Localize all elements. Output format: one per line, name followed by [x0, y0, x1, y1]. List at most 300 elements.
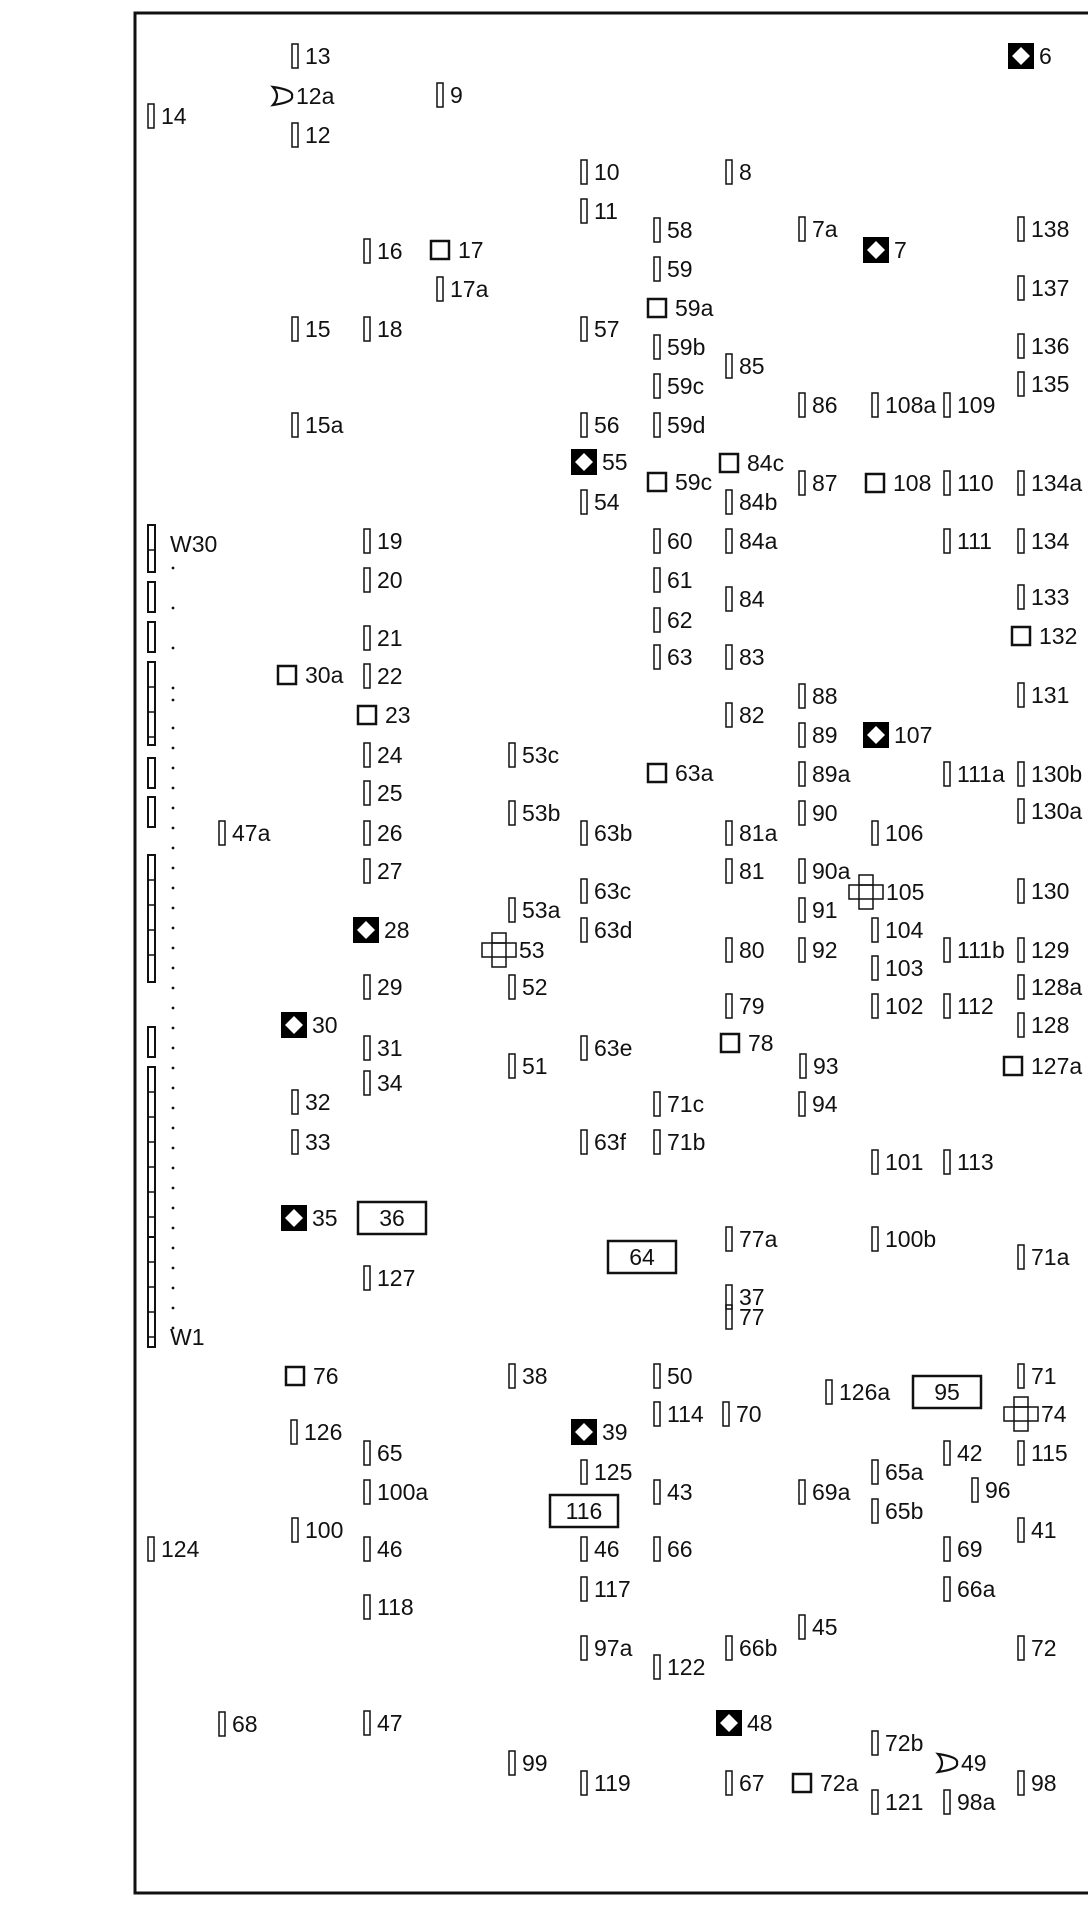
narrow-rectangle-icon — [872, 1227, 878, 1251]
marker-label: 39 — [602, 1419, 628, 1445]
marker-label: 63e — [594, 1035, 633, 1061]
marker-98 — [1018, 1770, 1057, 1796]
marker-label: 52 — [522, 974, 548, 1000]
marker-label: 53b — [522, 800, 561, 826]
marker-label: 126 — [304, 1419, 343, 1445]
marker-label: 31 — [377, 1035, 403, 1061]
marker-label: 104 — [885, 917, 924, 943]
narrow-rectangle-icon — [944, 529, 950, 553]
marker-15a — [292, 412, 344, 438]
narrow-rectangle-icon — [364, 1441, 370, 1465]
narrow-rectangle-icon — [581, 1130, 587, 1154]
marker-label: 26 — [377, 820, 403, 846]
marker-label: 80 — [739, 937, 765, 963]
narrow-rectangle-icon — [1018, 1364, 1024, 1388]
marker-19 — [364, 528, 403, 554]
marker-132 — [1012, 623, 1077, 649]
marker-10 — [581, 159, 620, 185]
marker-label: 63b — [594, 820, 633, 846]
marker-102 — [872, 993, 923, 1019]
marker-89a — [799, 761, 851, 787]
narrow-rectangle-icon — [1018, 372, 1024, 396]
marker-label: 98 — [1031, 1770, 1057, 1796]
marker-label: 53 — [519, 937, 545, 963]
marker-label: 59c — [675, 469, 713, 495]
marker-53 — [482, 933, 545, 967]
cross-icon — [482, 933, 516, 967]
marker-label: 46 — [377, 1536, 403, 1562]
arrowhead-icon — [938, 1754, 957, 1772]
marker-33 — [292, 1129, 331, 1155]
marker-label: 54 — [594, 489, 620, 515]
marker-label: 98a — [957, 1789, 996, 1815]
marker-97a — [581, 1635, 633, 1661]
marker-label: 125 — [594, 1459, 633, 1485]
marker-label: 71c — [667, 1091, 705, 1117]
marker-label: 53c — [522, 742, 560, 768]
marker-label: 118 — [377, 1594, 414, 1620]
marker-65 — [364, 1440, 403, 1466]
marker-label: 12a — [296, 83, 335, 109]
marker-79 — [726, 993, 765, 1019]
narrow-rectangle-icon — [581, 413, 587, 437]
square-icon — [1004, 1057, 1022, 1075]
narrow-rectangle-icon — [581, 1577, 587, 1601]
narrow-rectangle-icon — [872, 1499, 878, 1523]
marker-layer — [148, 43, 1082, 1815]
marker-label: 135 — [1031, 371, 1070, 397]
narrow-rectangle-icon — [292, 44, 298, 68]
narrow-rectangle-icon — [944, 762, 950, 786]
marker-45 — [799, 1614, 838, 1640]
marker-label: 63 — [667, 644, 693, 670]
narrow-rectangle-icon — [654, 1537, 660, 1561]
marker-53c — [509, 742, 559, 768]
marker-105 — [849, 875, 924, 909]
marker-label: 114 — [667, 1401, 704, 1427]
marker-label: 61 — [667, 567, 693, 593]
marker-label: 63f — [594, 1129, 626, 1155]
marker-label: 72b — [885, 1730, 924, 1756]
narrow-rectangle-icon — [800, 1054, 806, 1078]
narrow-rectangle-icon — [509, 898, 515, 922]
marker-94 — [799, 1091, 838, 1117]
narrow-rectangle-icon — [581, 317, 587, 341]
marker-126a — [826, 1379, 890, 1405]
marker-label: 70 — [736, 1401, 762, 1427]
marker-115 — [1018, 1440, 1068, 1466]
marker-128 — [1018, 1012, 1069, 1038]
marker-39 — [571, 1419, 628, 1445]
narrow-rectangle-icon — [944, 471, 950, 495]
marker-76 — [286, 1363, 339, 1389]
marker-label: 96 — [985, 1477, 1011, 1503]
narrow-rectangle-icon — [291, 1420, 297, 1444]
marker-label: 99 — [522, 1750, 548, 1776]
narrow-rectangle-icon — [1018, 276, 1024, 300]
narrow-rectangle-icon — [872, 1460, 878, 1484]
marker-12 — [292, 122, 331, 148]
marker-63 — [654, 644, 693, 670]
narrow-rectangle-icon — [364, 664, 370, 688]
narrow-rectangle-icon — [726, 1636, 732, 1660]
narrow-rectangle-icon — [437, 277, 443, 301]
marker-17 — [431, 237, 484, 263]
marker-label: 12 — [305, 122, 331, 148]
marker-138 — [1018, 216, 1069, 242]
narrow-rectangle-icon — [872, 1731, 878, 1755]
marker-label: 43 — [667, 1479, 693, 1505]
square-icon — [793, 1774, 811, 1792]
narrow-rectangle-icon — [799, 762, 805, 786]
marker-30 — [281, 1012, 338, 1038]
narrow-rectangle-icon — [944, 1537, 950, 1561]
marker-label: 79 — [739, 993, 765, 1019]
marker-90 — [799, 800, 838, 826]
marker-48 — [716, 1710, 773, 1736]
black-diamond-icon — [353, 917, 379, 943]
marker-label: 89 — [812, 722, 838, 748]
marker-46 — [581, 1536, 620, 1562]
marker-58 — [654, 217, 693, 243]
square-icon — [431, 241, 449, 259]
marker-label: 102 — [885, 993, 924, 1019]
narrow-rectangle-icon — [1018, 799, 1024, 823]
marker-label: 84c — [747, 450, 785, 476]
marker-119 — [581, 1770, 631, 1796]
narrow-rectangle-icon — [364, 1595, 370, 1619]
marker-72 — [1018, 1635, 1057, 1661]
narrow-rectangle-icon — [364, 1266, 370, 1290]
marker-label: 103 — [885, 955, 924, 981]
marker-label: 113 — [957, 1149, 994, 1175]
marker-100a — [364, 1479, 428, 1505]
marker-label: 100 — [305, 1517, 344, 1543]
marker-label: 68 — [232, 1711, 258, 1737]
marker-label: 19 — [377, 528, 403, 554]
marker-label: 100b — [885, 1226, 937, 1252]
marker-label: 59d — [667, 412, 706, 438]
narrow-rectangle-icon — [581, 1460, 587, 1484]
marker-51 — [509, 1053, 548, 1079]
marker-111 — [944, 528, 992, 554]
marker-label: 9 — [450, 82, 463, 108]
marker-69 — [944, 1536, 983, 1562]
marker-label: 22 — [377, 663, 403, 689]
marker-label: 127a — [1031, 1053, 1083, 1079]
marker-label: 71 — [1031, 1363, 1057, 1389]
narrow-rectangle-icon — [944, 938, 950, 962]
narrow-rectangle-icon — [726, 490, 732, 514]
square-icon — [1012, 627, 1030, 645]
marker-41 — [1018, 1517, 1057, 1543]
marker-label: 72a — [820, 1770, 859, 1796]
marker-25 — [364, 780, 403, 806]
narrow-rectangle-icon — [726, 938, 732, 962]
square-icon — [721, 1034, 739, 1052]
marker-label: 7 — [894, 237, 907, 263]
marker-label: 132 — [1039, 623, 1078, 649]
marker-129 — [1018, 937, 1069, 963]
narrow-rectangle-icon — [654, 1130, 660, 1154]
narrow-rectangle-icon — [1018, 1245, 1024, 1269]
square-icon — [358, 706, 376, 724]
marker-label: 37 — [739, 1284, 765, 1310]
narrow-rectangle-icon — [509, 975, 515, 999]
marker-label: 67 — [739, 1770, 765, 1796]
marker-label: 100a — [377, 1479, 429, 1505]
marker-71b — [654, 1129, 705, 1155]
marker-49 — [938, 1750, 987, 1776]
marker-21 — [364, 625, 403, 651]
narrow-rectangle-icon — [799, 217, 805, 241]
narrow-rectangle-icon — [1018, 762, 1024, 786]
marker-label: 7a — [812, 216, 838, 242]
narrow-rectangle-icon — [723, 1402, 729, 1426]
marker-103 — [872, 955, 923, 981]
narrow-rectangle-icon — [726, 587, 732, 611]
narrow-rectangle-icon — [726, 645, 732, 669]
marker-label: 121 — [885, 1789, 924, 1815]
marker-label: 17 — [458, 237, 484, 263]
marker-108 — [866, 470, 931, 496]
marker-label: 124 — [161, 1536, 200, 1562]
marker-label: 81a — [739, 820, 778, 846]
marker-22 — [364, 663, 403, 689]
narrow-rectangle-icon — [581, 199, 587, 223]
marker-label: 82 — [739, 702, 765, 728]
square-icon — [648, 473, 666, 491]
marker-label: 6 — [1039, 43, 1052, 69]
marker-72b — [872, 1730, 923, 1756]
marker-label: 101 — [885, 1149, 924, 1175]
marker-72a — [793, 1770, 859, 1796]
marker-111b — [944, 937, 1005, 963]
marker-label: 81 — [739, 858, 765, 884]
marker-label: 10 — [594, 159, 620, 185]
narrow-rectangle-icon — [292, 1518, 298, 1542]
marker-59a — [648, 295, 714, 321]
narrow-rectangle-icon — [292, 1130, 298, 1154]
marker-label: 105 — [886, 879, 925, 905]
narrow-rectangle-icon — [581, 1771, 587, 1795]
marker-71 — [1018, 1363, 1057, 1389]
marker-label: 35 — [312, 1205, 338, 1231]
narrow-rectangle-icon — [1018, 1441, 1024, 1465]
narrow-rectangle-icon — [944, 1150, 950, 1174]
marker-71c — [654, 1091, 704, 1117]
narrow-rectangle-icon — [1018, 1636, 1024, 1660]
marker-98a — [944, 1789, 996, 1815]
marker-label: 34 — [377, 1070, 403, 1096]
marker-label: 94 — [812, 1091, 838, 1117]
marker-label: 55 — [602, 449, 628, 475]
marker-34 — [364, 1070, 403, 1096]
marker-59c — [648, 469, 712, 495]
narrow-rectangle-icon — [799, 801, 805, 825]
marker-13 — [292, 43, 331, 69]
marker-133 — [1018, 584, 1069, 610]
marker-127a — [1004, 1053, 1082, 1079]
black-diamond-icon — [281, 1205, 307, 1231]
marker-label: 122 — [667, 1654, 706, 1680]
narrow-rectangle-icon — [944, 1577, 950, 1601]
marker-label: 32 — [305, 1089, 331, 1115]
marker-87 — [799, 470, 838, 496]
marker-130a — [1018, 798, 1082, 824]
marker-label: 134 — [1031, 528, 1070, 554]
marker-label: 91 — [812, 897, 838, 923]
marker-121 — [872, 1789, 923, 1815]
marker-108a — [872, 392, 936, 418]
narrow-rectangle-icon — [509, 1054, 515, 1078]
narrow-rectangle-icon — [799, 684, 805, 708]
marker-label: 66a — [957, 1576, 996, 1602]
square-icon — [866, 474, 884, 492]
marker-90a — [799, 858, 851, 884]
marker-label: 110 — [957, 470, 994, 496]
narrow-rectangle-icon — [872, 956, 878, 980]
marker-70 — [723, 1401, 762, 1427]
marker-60 — [654, 528, 693, 554]
marker-label: 16 — [377, 238, 403, 264]
marker-label: 59b — [667, 334, 706, 360]
border-frame — [135, 13, 1088, 1893]
narrow-rectangle-icon — [364, 1480, 370, 1504]
marker-135 — [1018, 371, 1069, 397]
marker-label: 130b — [1031, 761, 1083, 787]
marker-label: 8 — [739, 159, 752, 185]
marker-63a — [648, 760, 714, 786]
marker-label: 29 — [377, 974, 403, 1000]
marker-130 — [1018, 878, 1069, 904]
marker-label: 59c — [667, 373, 705, 399]
narrow-rectangle-icon — [799, 938, 805, 962]
marker-88 — [799, 683, 838, 709]
marker-label: 47 — [377, 1710, 403, 1736]
marker-label: 106 — [885, 820, 924, 846]
narrow-rectangle-icon — [364, 1711, 370, 1735]
marker-89 — [799, 722, 838, 748]
marker-26 — [364, 820, 403, 846]
marker-12a — [273, 83, 335, 109]
narrow-rectangle-icon — [364, 529, 370, 553]
marker-63d — [581, 917, 632, 943]
narrow-rectangle-icon — [292, 1090, 298, 1114]
marker-label: 137 — [1031, 275, 1070, 301]
marker-label: 87 — [812, 470, 838, 496]
narrow-rectangle-icon — [364, 975, 370, 999]
narrow-rectangle-icon — [364, 743, 370, 767]
narrow-rectangle-icon — [726, 859, 732, 883]
narrow-rectangle-icon — [799, 898, 805, 922]
narrow-rectangle-icon — [799, 859, 805, 883]
marker-111a — [944, 761, 1005, 787]
marker-104 — [872, 917, 924, 943]
marker-127 — [364, 1265, 415, 1291]
marker-100 — [292, 1517, 343, 1543]
marker-20 — [364, 567, 403, 593]
narrow-rectangle-icon — [364, 1036, 370, 1060]
marker-86 — [799, 392, 838, 418]
marker-label: 14 — [161, 103, 187, 129]
narrow-rectangle-icon — [799, 393, 805, 417]
marker-label: 13 — [305, 43, 331, 69]
marker-label: 65b — [885, 1498, 924, 1524]
marker-label: 84a — [739, 528, 778, 554]
narrow-rectangle-icon — [1018, 879, 1024, 903]
marker-label: 47a — [232, 820, 271, 846]
marker-78 — [721, 1030, 774, 1056]
marker-28 — [353, 917, 410, 943]
narrow-rectangle-icon — [1018, 1013, 1024, 1037]
narrow-rectangle-icon — [364, 859, 370, 883]
marker-91 — [799, 897, 838, 923]
narrow-rectangle-icon — [726, 354, 732, 378]
narrow-rectangle-icon — [872, 994, 878, 1018]
marker-label: 25 — [377, 780, 403, 806]
marker-59c — [654, 373, 704, 399]
black-diamond-icon — [863, 722, 889, 748]
narrow-rectangle-icon — [726, 821, 732, 845]
marker-80 — [726, 937, 765, 963]
marker-71a — [1018, 1244, 1070, 1270]
marker-label: 134a — [1031, 470, 1083, 496]
narrow-rectangle-icon — [509, 1751, 515, 1775]
marker-label: 64 — [629, 1244, 655, 1270]
marker-14 — [148, 103, 187, 129]
marker-label: 60 — [667, 528, 693, 554]
narrow-rectangle-icon — [1018, 1518, 1024, 1542]
wall-segment — [148, 855, 155, 982]
marker-42 — [944, 1440, 983, 1466]
marker-17a — [437, 276, 489, 302]
marker-label: 41 — [1031, 1517, 1057, 1543]
narrow-rectangle-icon — [509, 1364, 515, 1388]
marker-label: 56 — [594, 412, 620, 438]
marker-95 — [913, 1376, 981, 1408]
narrow-rectangle-icon — [726, 160, 732, 184]
marker-59b — [654, 334, 705, 360]
marker-74 — [1004, 1397, 1067, 1431]
marker-label: 59a — [675, 295, 714, 321]
narrow-rectangle-icon — [364, 1071, 370, 1095]
narrow-rectangle-icon — [654, 645, 660, 669]
marker-label: 63d — [594, 917, 633, 943]
marker-8 — [726, 159, 752, 185]
narrow-rectangle-icon — [581, 821, 587, 845]
narrow-rectangle-icon — [1018, 1771, 1024, 1795]
marker-59 — [654, 256, 693, 282]
wall-segment — [148, 797, 155, 827]
marker-81a — [726, 820, 778, 846]
marker-29 — [364, 974, 403, 1000]
marker-59d — [654, 412, 705, 438]
marker-label: 126a — [839, 1379, 891, 1405]
narrow-rectangle-icon — [799, 1480, 805, 1504]
marker-134 — [1018, 528, 1070, 554]
marker-16 — [364, 238, 403, 264]
marker-31 — [364, 1035, 403, 1061]
marker-7a — [799, 216, 838, 242]
marker-label: 136 — [1031, 333, 1070, 359]
narrow-rectangle-icon — [148, 1537, 154, 1561]
marker-label: 30a — [305, 662, 344, 688]
marker-65b — [872, 1498, 923, 1524]
marker-55 — [571, 449, 628, 475]
marker-7 — [863, 237, 907, 263]
narrow-rectangle-icon — [872, 393, 878, 417]
